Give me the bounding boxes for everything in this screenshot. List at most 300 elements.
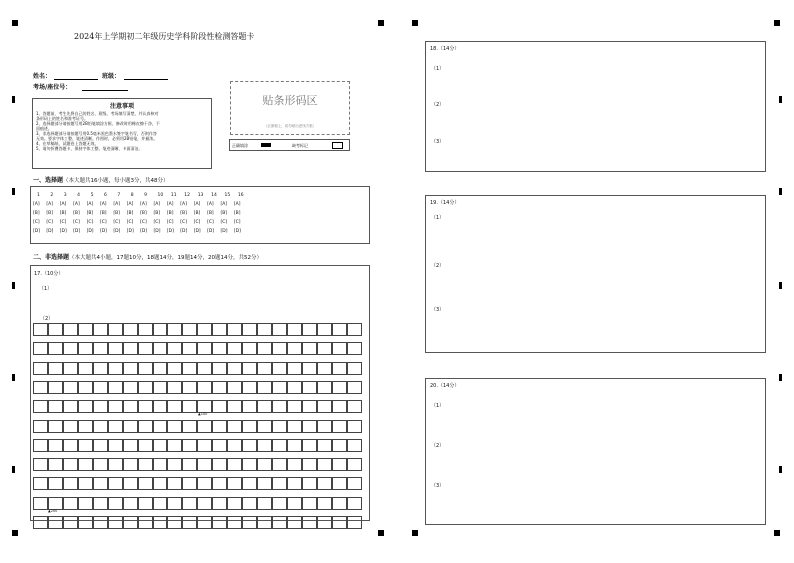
q20-label: 20.（14分） (430, 383, 460, 389)
grid-cell[interactable] (332, 458, 347, 471)
grid-cell[interactable] (227, 362, 242, 375)
grid-cell[interactable] (272, 497, 287, 510)
grid-cell[interactable] (242, 477, 257, 490)
timing-tick (12, 374, 15, 381)
grid-cell[interactable] (33, 477, 48, 490)
grid-cell[interactable] (108, 477, 123, 490)
grid-cell[interactable] (63, 381, 78, 394)
grid-cell[interactable] (167, 458, 182, 471)
grid-cell[interactable] (332, 323, 347, 336)
grid-cell[interactable] (317, 420, 332, 433)
grid-cell[interactable] (287, 362, 302, 375)
grid-cell[interactable] (242, 420, 257, 433)
grid-cell[interactable] (167, 381, 182, 394)
grid-cell[interactable] (123, 323, 138, 336)
grid-cell[interactable] (272, 458, 287, 471)
grid-cell[interactable] (317, 439, 332, 452)
grid-cell[interactable] (347, 323, 362, 336)
grid-cell[interactable] (108, 342, 123, 355)
grid-cell[interactable] (48, 439, 63, 452)
grid-cell[interactable] (108, 458, 123, 471)
grid-cell[interactable] (227, 516, 242, 529)
grid-cell[interactable] (182, 342, 197, 355)
grid-cell[interactable] (212, 439, 227, 452)
grid-cell[interactable] (197, 342, 212, 355)
mcq-numbers: 1 2 3 4 5 6 7 8 9 10 11 12 13 14 15 16 (37, 193, 244, 198)
grid-cell[interactable] (63, 497, 78, 510)
grid-cell[interactable] (153, 497, 168, 510)
grid-row (33, 323, 362, 336)
grid-cell[interactable] (138, 497, 153, 510)
q18-answer-box[interactable] (425, 41, 766, 172)
grid-row (33, 497, 362, 510)
timing-tick (12, 282, 15, 289)
fill-example-box (229, 139, 350, 151)
grid-cell[interactable] (93, 400, 108, 413)
grid-cell[interactable] (138, 323, 153, 336)
grid-cell[interactable] (138, 420, 153, 433)
q19-part1-label: （1） (431, 215, 445, 221)
grid-cell[interactable] (33, 516, 48, 529)
q18-part2-label: （2） (431, 102, 445, 108)
grid-cell[interactable] (272, 420, 287, 433)
q18-part1-label: （1） (431, 66, 445, 72)
correct-fill-label: 正确填涂 (232, 143, 248, 148)
grid-row (33, 439, 362, 452)
grid-cell[interactable] (63, 342, 78, 355)
grid-cell[interactable] (287, 342, 302, 355)
grid-cell[interactable] (33, 439, 48, 452)
grid-cell[interactable] (197, 516, 212, 529)
grid-cell[interactable] (63, 458, 78, 471)
grid-cell[interactable] (138, 477, 153, 490)
grid-cell[interactable] (123, 497, 138, 510)
notice-line: 4、在草稿纸、试题卷上答题无效。 (36, 141, 99, 146)
grid-row (33, 342, 362, 355)
grid-cell[interactable] (332, 516, 347, 529)
registration-mark (12, 20, 18, 26)
mcq-option-row-d[interactable]: [D] [D] [D] [D] [D] [D] [D] [D] [D] [D] [D] [D] [D] [D] [D] [D] (33, 229, 241, 234)
q19-label: 19.（14分） (430, 200, 460, 206)
grid-cell[interactable] (257, 400, 272, 413)
grid-cell[interactable] (48, 400, 63, 413)
grid-cell[interactable] (123, 400, 138, 413)
grid-cell[interactable] (257, 381, 272, 394)
grid-cell[interactable] (93, 342, 108, 355)
grid-cell[interactable] (167, 439, 182, 452)
grid-cell[interactable] (48, 342, 63, 355)
grid-cell[interactable] (123, 458, 138, 471)
grid-cell[interactable] (302, 516, 317, 529)
grid-cell[interactable] (108, 323, 123, 336)
grid-cell[interactable] (48, 458, 63, 471)
grid-cell[interactable] (197, 420, 212, 433)
mcq-option-row-a[interactable]: [A] [A] [A] [A] [A] [A] [A] [A] [A] [A] [A] [A] [A] [A] [A] [A] (33, 202, 241, 207)
grid-cell[interactable] (317, 477, 332, 490)
grid-cell[interactable] (332, 477, 347, 490)
grid-cell[interactable] (138, 362, 153, 375)
grid-cell[interactable] (212, 458, 227, 471)
grid-cell[interactable] (108, 381, 123, 394)
grid-cell[interactable] (287, 497, 302, 510)
seat-field[interactable] (82, 90, 128, 91)
q19-part3-label: （3） (431, 307, 445, 313)
grid-cell[interactable] (93, 362, 108, 375)
grid-cell[interactable] (138, 516, 153, 529)
grid-cell[interactable] (242, 439, 257, 452)
grid-cell[interactable] (63, 477, 78, 490)
section2-heading: 二、非选择题（本大题共4小题，17题10分，18题14分，19题14分，20题14分，共52分） (33, 254, 263, 261)
sheet-title: 2024年上学期初二年级历史学科阶段性检测答题卡 (74, 32, 255, 41)
grid-row (33, 458, 362, 471)
grid-cell[interactable] (347, 362, 362, 375)
grid-cell[interactable] (48, 477, 63, 490)
grid-row (33, 516, 362, 529)
grid-cell[interactable] (242, 458, 257, 471)
grid-cell[interactable] (287, 439, 302, 452)
grid-cell[interactable] (257, 323, 272, 336)
grid-cell[interactable] (182, 323, 197, 336)
grid-cell[interactable] (123, 342, 138, 355)
grid-cell[interactable] (257, 516, 272, 529)
grid-cell[interactable] (332, 420, 347, 433)
grid-cell[interactable] (167, 323, 182, 336)
notice-line: 3、非选择题部分请按题号用0.5毫米黑色墨水签字笔书写，否则作答 (36, 131, 157, 136)
grid-cell[interactable] (197, 477, 212, 490)
notice-line: 5、请勿折叠答题卡，保持字体工整、笔迹清晰、卡面清洁。 (36, 146, 143, 151)
grid-cell[interactable] (332, 439, 347, 452)
grid-cell[interactable] (212, 420, 227, 433)
grid-cell[interactable] (108, 362, 123, 375)
grid-cell[interactable] (108, 516, 123, 529)
grid-cell[interactable] (153, 400, 168, 413)
grid-cell[interactable] (302, 323, 317, 336)
grid-cell[interactable] (167, 342, 182, 355)
grid-cell[interactable] (123, 420, 138, 433)
barcode-note: （正面朝上，切勿贴出虚线方框） (263, 124, 317, 128)
grid-cell[interactable] (347, 458, 362, 471)
grid-cell[interactable] (197, 497, 212, 510)
mcq-option-row-b[interactable]: [B] [B] [B] [B] [B] [B] [B] [B] [B] [B] [B] [B] [B] [B] [B] [B] (33, 211, 241, 216)
grid-cell[interactable] (212, 381, 227, 394)
grid-cell[interactable] (167, 362, 182, 375)
grid-cell[interactable] (302, 342, 317, 355)
grid-cell[interactable] (108, 400, 123, 413)
grid-cell[interactable] (347, 420, 362, 433)
grid-cell[interactable] (182, 516, 197, 529)
grid-cell[interactable] (302, 458, 317, 471)
grid-cell[interactable] (227, 323, 242, 336)
grid-cell[interactable] (242, 342, 257, 355)
grid-cell[interactable] (347, 381, 362, 394)
grid-cell[interactable] (108, 420, 123, 433)
barcode-label: 贴条形码区 (262, 94, 318, 107)
grid-cell[interactable] (257, 362, 272, 375)
grid-cell[interactable] (272, 342, 287, 355)
section1-heading: 一、选择题（本大题共16小题，每小题3分，共48分） (33, 177, 169, 184)
grid-cell[interactable] (138, 458, 153, 471)
grid-cell[interactable] (48, 381, 63, 394)
grid-cell[interactable] (138, 400, 153, 413)
grid-row (33, 381, 362, 394)
registration-mark (378, 20, 384, 26)
grid-cell[interactable] (167, 420, 182, 433)
grid-cell[interactable] (153, 362, 168, 375)
class-field[interactable] (124, 79, 168, 80)
q17-part1-label: （1） (39, 286, 53, 292)
grid-cell[interactable] (33, 381, 48, 394)
grid-cell[interactable] (197, 458, 212, 471)
timing-tick (779, 96, 782, 103)
grid-cell[interactable] (347, 497, 362, 510)
grid-cell[interactable] (302, 497, 317, 510)
grid-cell[interactable] (212, 497, 227, 510)
grid-cell[interactable] (153, 323, 168, 336)
grid-cell[interactable] (272, 477, 287, 490)
grid-cell[interactable] (153, 420, 168, 433)
grid-cell[interactable] (93, 439, 108, 452)
grid-cell[interactable] (93, 497, 108, 510)
grid-cell[interactable] (182, 439, 197, 452)
grid-cell[interactable] (78, 362, 93, 375)
grid-cell[interactable] (33, 400, 48, 413)
name-field[interactable] (54, 79, 98, 80)
grid-cell[interactable] (332, 362, 347, 375)
grid-cell[interactable] (93, 516, 108, 529)
grid-cell[interactable] (317, 323, 332, 336)
grid-cell[interactable] (33, 323, 48, 336)
grid-cell[interactable] (242, 497, 257, 510)
grid-cell[interactable] (242, 516, 257, 529)
q19-answer-box[interactable] (425, 195, 766, 353)
notice-line: 留痕迹。 (36, 126, 52, 131)
grid-cell[interactable] (33, 342, 48, 355)
grid-cell[interactable] (78, 400, 93, 413)
grid-cell[interactable] (287, 420, 302, 433)
registration-mark (12, 530, 18, 536)
correct-fill-sample (261, 143, 271, 147)
grid-cell[interactable] (48, 362, 63, 375)
notice-box (32, 98, 212, 169)
q18-part3-label: （3） (431, 139, 445, 145)
grid-cell[interactable] (242, 323, 257, 336)
grid-mark-200: ▲200 (48, 509, 58, 513)
grid-cell[interactable] (347, 400, 362, 413)
grid-cell[interactable] (257, 342, 272, 355)
grid-cell[interactable] (197, 439, 212, 452)
grid-cell[interactable] (93, 477, 108, 490)
grid-cell[interactable] (287, 323, 302, 336)
grid-cell[interactable] (257, 458, 272, 471)
grid-cell[interactable] (48, 497, 63, 510)
mcq-option-row-c[interactable]: [C] [C] [C] [C] [C] [C] [C] [C] [C] [C] [C] [C] [C] [C] [C] [C] (33, 220, 241, 225)
grid-cell[interactable] (347, 516, 362, 529)
grid-mark-100: ▲100 (198, 412, 208, 416)
grid-cell[interactable] (227, 342, 242, 355)
grid-cell[interactable] (153, 516, 168, 529)
grid-cell[interactable] (197, 323, 212, 336)
grid-cell[interactable] (153, 342, 168, 355)
grid-cell[interactable] (242, 362, 257, 375)
grid-cell[interactable] (227, 420, 242, 433)
grid-cell[interactable] (332, 497, 347, 510)
grid-cell[interactable] (123, 477, 138, 490)
grid-cell[interactable] (123, 362, 138, 375)
grid-cell[interactable] (48, 516, 63, 529)
grid-cell[interactable] (123, 439, 138, 452)
grid-cell[interactable] (212, 342, 227, 355)
grid-cell[interactable] (138, 381, 153, 394)
grid-cell[interactable] (287, 516, 302, 529)
grid-cell[interactable] (78, 342, 93, 355)
grid-cell[interactable] (153, 458, 168, 471)
grid-cell[interactable] (123, 381, 138, 394)
grid-cell[interactable] (317, 362, 332, 375)
grid-cell[interactable] (182, 362, 197, 375)
grid-cell[interactable] (317, 497, 332, 510)
grid-cell[interactable] (317, 342, 332, 355)
grid-cell[interactable] (63, 439, 78, 452)
grid-cell[interactable] (287, 381, 302, 394)
grid-cell[interactable] (138, 439, 153, 452)
grid-cell[interactable] (317, 458, 332, 471)
grid-cell[interactable] (153, 381, 168, 394)
grid-cell[interactable] (78, 516, 93, 529)
notice-line: 1、答题前，考生先将自己的姓名、班级、考场填写清楚，并认真核对 (36, 111, 159, 116)
grid-cell[interactable] (272, 362, 287, 375)
grid-cell[interactable] (302, 400, 317, 413)
grid-cell[interactable] (227, 497, 242, 510)
grid-cell[interactable] (153, 439, 168, 452)
grid-cell[interactable] (257, 477, 272, 490)
q20-part3-label: （3） (431, 483, 445, 489)
q20-part2-label: （2） (431, 443, 445, 449)
grid-cell[interactable] (138, 342, 153, 355)
grid-cell[interactable] (33, 362, 48, 375)
grid-cell[interactable] (212, 477, 227, 490)
grid-cell[interactable] (63, 323, 78, 336)
q17-label: 17.（10分） (34, 271, 64, 277)
registration-mark (774, 530, 780, 536)
grid-cell[interactable] (287, 400, 302, 413)
notice-line: 条形码上的姓名和准考证号。 (36, 116, 88, 121)
grid-cell[interactable] (182, 420, 197, 433)
grid-cell[interactable] (48, 420, 63, 433)
grid-cell[interactable] (227, 381, 242, 394)
registration-mark (774, 20, 780, 26)
grid-cell[interactable] (272, 439, 287, 452)
grid-cell[interactable] (317, 516, 332, 529)
grid-cell[interactable] (212, 516, 227, 529)
grid-cell[interactable] (182, 497, 197, 510)
grid-cell[interactable] (317, 400, 332, 413)
grid-cell[interactable] (167, 477, 182, 490)
grid-cell[interactable] (78, 439, 93, 452)
grid-cell[interactable] (257, 497, 272, 510)
grid-cell[interactable] (347, 477, 362, 490)
grid-cell[interactable] (123, 516, 138, 529)
grid-cell[interactable] (182, 458, 197, 471)
grid-cell[interactable] (182, 400, 197, 413)
grid-cell[interactable] (302, 439, 317, 452)
grid-cell[interactable] (332, 381, 347, 394)
grid-cell[interactable] (33, 420, 48, 433)
notice-title: 注意事项 (109, 103, 134, 110)
grid-cell[interactable] (212, 323, 227, 336)
grid-cell[interactable] (227, 400, 242, 413)
grid-cell[interactable] (302, 381, 317, 394)
grid-cell[interactable] (302, 362, 317, 375)
grid-cell[interactable] (287, 477, 302, 490)
grid-cell[interactable] (332, 342, 347, 355)
absent-mark-box[interactable] (332, 142, 343, 149)
grid-cell[interactable] (167, 400, 182, 413)
grid-cell[interactable] (93, 420, 108, 433)
grid-cell[interactable] (78, 323, 93, 336)
q20-part1-label: （1） (431, 403, 445, 409)
grid-cell[interactable] (272, 400, 287, 413)
grid-cell[interactable] (302, 477, 317, 490)
grid-cell[interactable] (63, 516, 78, 529)
grid-cell[interactable] (287, 458, 302, 471)
grid-cell[interactable] (302, 420, 317, 433)
grid-cell[interactable] (93, 323, 108, 336)
grid-cell[interactable] (33, 497, 48, 510)
grid-cell[interactable] (93, 458, 108, 471)
grid-cell[interactable] (78, 477, 93, 490)
grid-cell[interactable] (78, 497, 93, 510)
grid-cell[interactable] (108, 497, 123, 510)
grid-cell[interactable] (272, 323, 287, 336)
grid-cell[interactable] (167, 497, 182, 510)
grid-cell[interactable] (227, 439, 242, 452)
grid-cell[interactable] (167, 516, 182, 529)
grid-cell[interactable] (63, 400, 78, 413)
grid-cell[interactable] (257, 439, 272, 452)
grid-cell[interactable] (227, 458, 242, 471)
grid-cell[interactable] (242, 400, 257, 413)
grid-cell[interactable] (78, 458, 93, 471)
grid-cell[interactable] (33, 458, 48, 471)
grid-cell[interactable] (272, 381, 287, 394)
timing-tick (779, 188, 782, 195)
grid-cell[interactable] (347, 439, 362, 452)
grid-cell[interactable] (63, 420, 78, 433)
q20-answer-box[interactable] (425, 378, 766, 525)
registration-mark (378, 530, 384, 536)
grid-cell[interactable] (48, 323, 63, 336)
grid-cell[interactable] (212, 400, 227, 413)
grid-cell[interactable] (347, 342, 362, 355)
grid-cell[interactable] (317, 381, 332, 394)
grid-cell[interactable] (78, 381, 93, 394)
grid-cell[interactable] (153, 477, 168, 490)
grid-cell[interactable] (257, 420, 272, 433)
grid-cell[interactable] (182, 477, 197, 490)
grid-cell[interactable] (332, 400, 347, 413)
grid-cell[interactable] (227, 477, 242, 490)
grid-cell[interactable] (212, 362, 227, 375)
grid-cell[interactable] (272, 516, 287, 529)
grid-cell[interactable] (63, 362, 78, 375)
grid-cell[interactable] (108, 439, 123, 452)
grid-cell[interactable] (78, 420, 93, 433)
grid-cell[interactable] (197, 362, 212, 375)
grid-cell[interactable] (197, 381, 212, 394)
grid-cell[interactable] (182, 381, 197, 394)
grid-cell[interactable] (93, 381, 108, 394)
grid-cell[interactable] (242, 381, 257, 394)
